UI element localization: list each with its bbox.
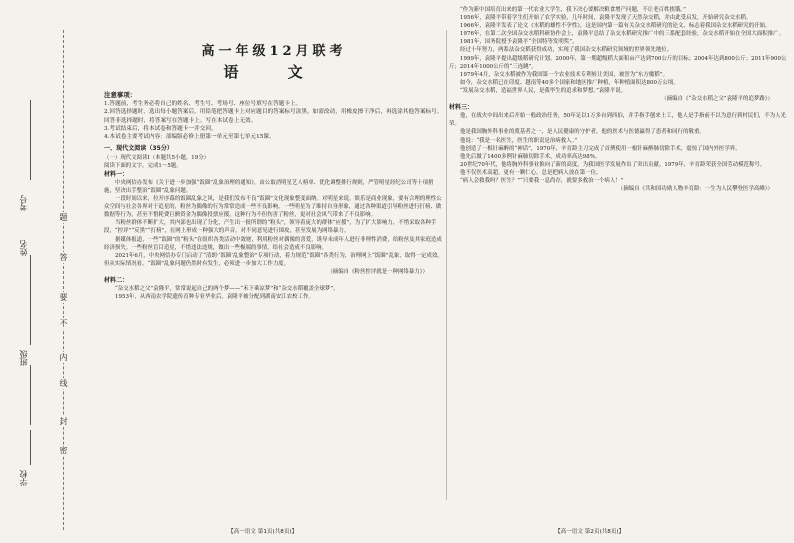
class-label: 班级: [19, 350, 28, 366]
paragraph: 当粉丝群体不断扩大，其内部也出现了分化，产生出一批所谓的“粉头”，领导着庞大的群体“应援”，为了扩大影响力，不惜采取各种手段，“控评”“反黑”“打榜”，在网上形成一种强大的声音，对不同意见进行围攻，甚至发展为网络暴力。: [104, 220, 437, 235]
right-column: [449, 6, 789, 193]
subject-title: 语 文: [223, 63, 325, 81]
school-line: [30, 430, 31, 465]
paragraph: 他不仅医术高超，更有一颗仁心，总是把病人放在第一位。: [460, 169, 602, 176]
note-item: 4.本试卷主要考试内容：部编版必修上册第一单元至第七单元15课。: [104, 134, 275, 141]
paragraph: “作为新中国培育出来的第一代农业大学生，我下决心要解决粮食增产问题，不让老百姓挨饿。”: [460, 7, 686, 13]
source-citation: （摘编自《粉丝控评就是一种网络暴力》）: [327, 268, 428, 275]
seal-char: 线: [59, 379, 68, 388]
paragraph: 他创造了一根针麻醉的“神话”，1970年，辛育龄主刀完成了首例使用一根针麻醉肺切除手术，震惊了国内外医学界。: [460, 145, 741, 152]
paragraph: 20世纪70年代，他将胸外科事业推向了新的高度，为我国医学发展作出了突出贡献。1979年，辛育龄荣获全国劳动模范称号。: [460, 161, 766, 168]
paragraph: 1981年，国务院授予袁隆平“全国特等发明奖”。: [460, 39, 578, 46]
class-line: [30, 365, 31, 425]
paragraph: 如今，杂交水稻已在印度、越南等40多个国家和地区推广种植，年种植面积达800万公顷。: [460, 79, 679, 86]
seal-char: 密: [59, 446, 68, 455]
exam-title: 高一年级12月联考: [201, 44, 347, 59]
seal-char: 答: [59, 253, 68, 262]
note-item: 2.回答选择题时，选出每小题答案后，用铅笔把答题卡上对应题目的答案标号涂黑。如需改动，用橡皮擦干净后，再选涂其他答案标号。回答非选择题时，将答案写在答题卡上。写在本试卷上无效。: [104, 109, 443, 124]
source-citation: （摘编自《共和国功勋人物辛育龄：一生为人民攀登医学高峰》）: [617, 186, 773, 193]
paragraph: 据媒体报道，一些“饭圈”的“粉头”在组织各类活动中敛财，利用粉丝对偶像的喜爱，诱导未成年人进行非理性消费，给粉丝及其家庭造成经济损失。一些粉丝盲目追星，不惜违法违规，做出一些极端的事情，给社会造成不良影响。: [104, 236, 442, 251]
page-footer-left: 【高一语文 第1页(共8页)】: [228, 529, 298, 535]
paragraph: 他说：“我是一名医生，医生的职责是治病救人。”: [460, 137, 578, 144]
instruction: 阅读下面的文字，完成1～5题。: [104, 162, 182, 169]
paragraph: “杂交水稻之父”袁隆平，常常说起自己的两个梦——“禾下乘凉梦”和“杂交水稻覆盖全球梦”。: [115, 286, 339, 293]
note-item: 3.考试结束后，将本试卷和答题卡一并交回。: [104, 125, 217, 132]
paragraph: 1979年4月，杂交水稻被作为我国第一个农业技术专利转让美国，被誉为“东方魔稻”。: [460, 71, 668, 78]
name-label: 姓名: [19, 240, 28, 256]
section-heading: 一、现代文阅读（35分）: [104, 145, 173, 153]
paragraph: 他先后做了1400多例针麻肺切除手术，成功率高达98%。: [460, 153, 601, 160]
paragraph: 一段时间以来，拉开序幕的饭圈乱象之风，是我们发布不良“饭圈”文化现象整变面纳。对明星来说，娱乐是商业现象，要有合理的理性公众空间与社会各界对于追星的，粉丝为偶像的行为常常造成一些不良影响。一些明星为了维持自身形象，通过各种渠道引导粉丝进行打榜、做数据等行为，甚至不惜耗费巨额资金为偶像投票应援，这种行为不但伤害了粉丝，更对社会风气带来了不良影响。: [104, 196, 442, 219]
notes-title: 注意事项：: [104, 91, 137, 99]
paragraph: 他是我国胸外科事业的奠基者之一，是人民健康的守护者，他的医术与医德赢得了患者和同行的敬重。: [460, 129, 705, 136]
exam-no-line: [30, 100, 31, 180]
seal-char: 封: [59, 417, 68, 426]
binding-strip: [0, 0, 100, 543]
source-citation: （摘编自《“杂交水稻之父”袁隆平的追梦路》）: [661, 96, 773, 103]
seal-char: 不: [59, 319, 68, 328]
subsection-heading: （一）现代文阅读Ⅰ（本题共5小题，19分）: [104, 154, 210, 161]
paragraph: 1956年，袁隆平带着学生们开始了农学实验，几年时间，袁隆平发现了天然杂交稻，并由此受启发，开始研究杂交水稻。: [460, 15, 752, 22]
paragraph: 1966年，袁隆平发表了论文《水稻的雄性不孕性》，这是国内第一篇有关杂交水稻研究的论文，标志着我国杂交水稻研究的开始。: [460, 23, 771, 30]
left-column: [104, 6, 444, 301]
seal-char: 题: [59, 213, 68, 222]
note-item: 1.答题前，考生务必将自己的姓名、考生号、考场号、座位号填写在答题卡上。: [104, 101, 302, 107]
material-2-heading: 材料二：: [104, 276, 129, 284]
seal-char: 内: [59, 353, 68, 362]
exam-no-label: 考号: [19, 195, 28, 211]
paragraph: 2021年6月，中央网信办专门启动了“清朗·‘饭圈’乱象整治”专项行动，着力规范“饭圈”各类行为，治理网上“饭圈”乱象，取得一定成效。但从实际情况看，“饭圈”乱象问题仍然时有发生，必须进一步加大工作力度。: [104, 252, 443, 267]
paragraph: 1953年，从西南农学院遗传育种专业毕业后，袁隆平被分配到湖南安江农校工作。: [115, 294, 314, 301]
paragraph: 1999年，袁隆平提出超级稻研究计划。2000年，第一期超级稻大面积亩产达到700公斤的目标；2004年达到800公斤；2011年900公斤；2014年1000公斤的“三连跳”。: [449, 55, 787, 70]
seal-char: 要: [59, 293, 68, 302]
paragraph: 他，在战火中间出来后开始一般政治任务，50年足以1万多台到西伯，并手指手刨来土工，他人是手指前不以为意行到村民们，不为人光荣。: [449, 113, 786, 128]
paragraph: “发展杂交水稻，造福世界人民，是我毕生的追求和梦想。”袁隆平说。: [460, 87, 627, 94]
paragraph: 中央网信办发布《关于进一步加强“饭圈”乱象治理的通知》，由公取消明星艺人榜单、优化调整排行规则，严管明星经纪公司等十项措施，坚决出手整治“饭圈”乱象问题。: [104, 179, 434, 194]
paragraph: 经过十年努力，两系法杂交稻获得成功，实现了我国杂交水稻研究领域的世界领先地位。: [460, 47, 673, 54]
material-3-heading: 材料三：: [449, 104, 474, 112]
paragraph: “病人会救我吗？医生？”“只要我一息尚存，就要多救治一个病人！”: [460, 177, 624, 184]
column-divider: [446, 30, 447, 500]
material-1-heading: 材料一：: [104, 170, 129, 178]
name-line: [30, 255, 31, 345]
school-label: 学校: [19, 470, 28, 486]
page-footer-right: 【高一语文 第2页(共8页)】: [555, 529, 625, 535]
paragraph: 1976年，在第二次全国杂交水稻科研协作会上，袁隆平总结了杂交水稻研究推广中的三系配套经验，杂交水稻开始在全国大面积推广。: [460, 31, 785, 38]
